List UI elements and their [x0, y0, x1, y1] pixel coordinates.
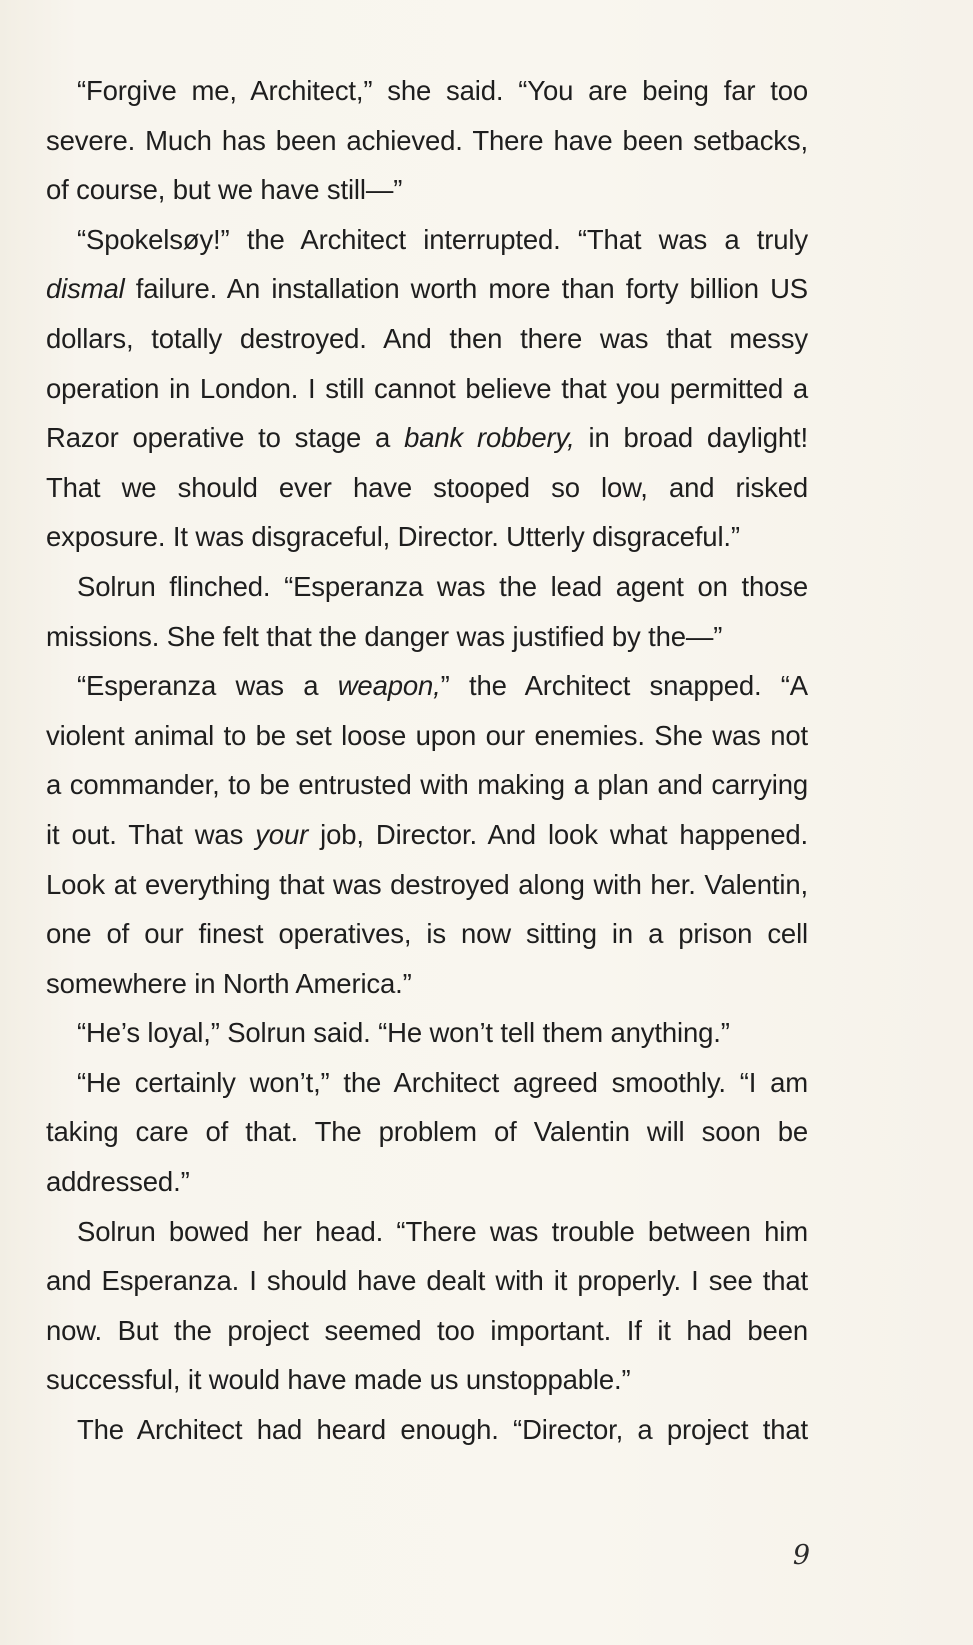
paragraph	[46, 562, 808, 661]
text-run: job, Director. And look what happened. Look at everything that was destroyed along with her. Valentin, one of our finest operatives, is now sitting in a prison cell somewhere in North America.”	[46, 818, 808, 999]
text-run: failure. An installation worth more than forty billion US dollars, totally destroyed. And then there was that messy operation in London. I still cannot believe that you permitted a Razor operative to stage a	[46, 273, 808, 454]
text-run: Solrun flinched. “Esperanza was the lead agent on those missions. She felt that the danger was justified by the—”	[46, 570, 808, 652]
text-run: “Forgive me, Architect,” she said. “You are being far too severe. Much has been achieved. There have been setbacks, of course, but we have still—”	[46, 75, 808, 206]
italic-text: your	[255, 818, 309, 850]
paragraph	[46, 215, 808, 562]
paragraph	[46, 1405, 808, 1455]
text-run: in broad daylight! That we should ever have stooped so low, and risked exposure. It was disgraceful, Director. Utterly disgraceful.”	[46, 422, 808, 553]
body-text	[46, 66, 808, 1455]
text-run: Solrun bowed her head. “There was trouble between him and Esperanza. I should have dealt with it properly. I see that now. But the project seemed too important. If it had been successful, it would have made us unstoppable.”	[46, 1215, 808, 1396]
page-number: 9	[792, 1540, 810, 1571]
paragraph	[46, 1207, 808, 1405]
text-run: “He certainly won’t,” the Architect agreed smoothly. “I am taking care of that. The problem of Valentin will soon be addressed.”	[46, 1066, 808, 1198]
text-run: “Esperanza was a	[77, 670, 338, 702]
paragraph	[46, 66, 808, 215]
paragraph	[46, 1058, 808, 1207]
paragraph	[46, 1008, 808, 1058]
italic-text: weapon,	[337, 670, 441, 702]
text-run: ” the Architect snapped. “A violent animal to be set loose upon our enemies. She was not a commander, to be entrusted with making a plan and carrying it out. That was	[46, 670, 809, 850]
text-run: “Spokelsøy!” the Architect interrupted. “That was a truly	[77, 223, 808, 255]
italic-text: dismal	[46, 273, 125, 305]
text-run: The Architect had heard enough. “Director, a project that	[77, 1414, 808, 1446]
paragraph	[46, 661, 808, 1008]
italic-text: bank robbery,	[404, 422, 575, 454]
text-run: “He’s loyal,” Solrun said. “He won’t tell them anything.”	[77, 1017, 730, 1049]
